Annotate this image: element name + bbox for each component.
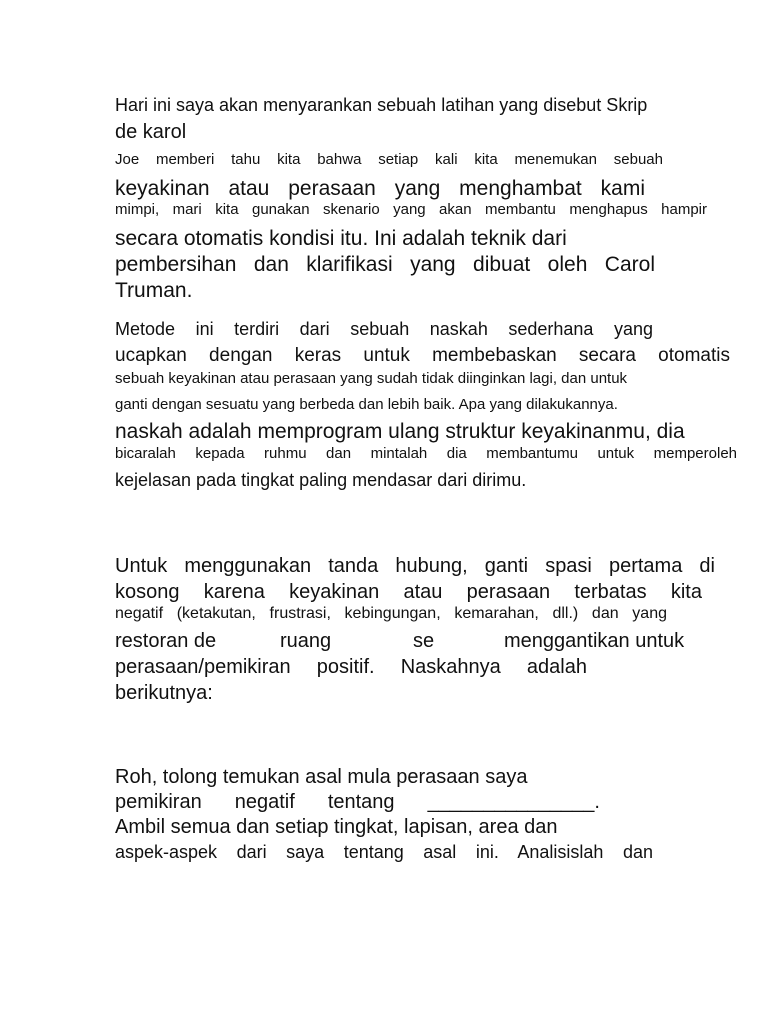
p1-line-1: Hari ini saya akan menyarankan sebuah latihan yang disebut Skrip: [115, 95, 648, 115]
p1-line-7: pembersihan dan klarifikasi yang dibuat oleh Carol: [115, 253, 655, 276]
p1-line-5: mimpi, mari kita gunakan skenario yang akan membantu menghapus hampir: [115, 201, 707, 218]
p3-line-6: berikutnya:: [115, 682, 213, 704]
p1-line-2: de karol: [115, 121, 187, 143]
p4-line-4: aspek-aspek dari saya tentang asal ini. Analisislah dan: [115, 842, 653, 862]
p3-line-5: perasaan/pemikiran positif. Naskahnya adalah: [115, 656, 587, 678]
p2-line-7: kejelasan pada tingkat paling mendasar dari dirimu.: [115, 470, 527, 490]
p1-line-6: secara otomatis kondisi itu. Ini adalah teknik dari: [115, 227, 567, 250]
p3-line-4-part-3: se: [413, 630, 435, 652]
p2-line-1: Metode ini terdiri dari sebuah naskah sederhana yang: [115, 319, 653, 339]
p4-line-1: Roh, tolong temukan asal mula perasaan saya: [115, 766, 528, 788]
p2-line-5: naskah adalah memprogram ulang struktur keyakinanmu, dia: [115, 420, 685, 443]
p1-line-8: Truman.: [115, 279, 193, 302]
p3-line-1: Untuk menggunakan tanda hubung, ganti spasi pertama di: [115, 555, 715, 577]
p3-line-2: kosong karena keyakinan atau perasaan terbatas kita: [115, 581, 702, 603]
p1-line-3: Joe memberi tahu kita bahwa setiap kali kita menemukan sebuah: [115, 151, 663, 168]
p2-line-6: bicaralah kepada ruhmu dan mintalah dia membantumu untuk memperoleh: [115, 445, 737, 462]
p4-line-2: pemikiran negatif tentang _______________.: [115, 791, 600, 813]
p2-line-2: ucapkan dengan keras untuk membebaskan secara otomatis: [115, 345, 730, 366]
p4-line-3: Ambil semua dan setiap tingkat, lapisan, area dan: [115, 816, 558, 838]
p3-line-4-part-2: ruang: [280, 630, 332, 652]
p1-line-4: keyakinan atau perasaan yang menghambat kami: [115, 177, 645, 200]
p3-line-4-part-4: menggantikan untuk: [504, 630, 685, 652]
p3-line-4-part-1: restoran de: [115, 630, 217, 652]
p3-line-3: negatif (ketakutan, frustrasi, kebingungan, kemarahan, dll.) dan yang: [115, 605, 667, 622]
p2-line-3: sebuah keyakinan atau perasaan yang sudah tidak diinginkan lagi, dan untuk: [115, 370, 628, 387]
p2-line-4: ganti dengan sesuatu yang berbeda dan lebih baik. Apa yang dilakukannya.: [115, 396, 618, 413]
